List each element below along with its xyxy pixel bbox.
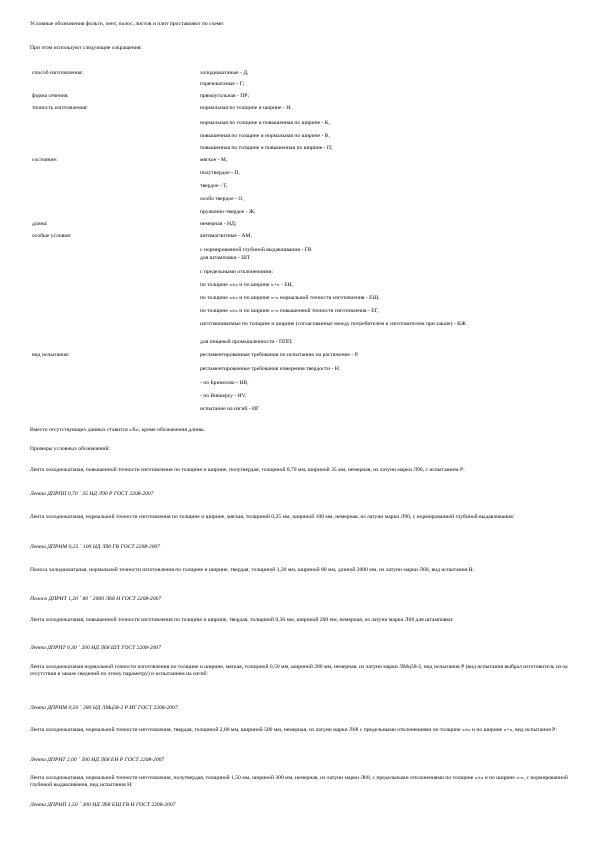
example-description: Лента холоднокатаная, нормальной точности изготовления, твердая, толщиной 2,00 мм, шириной 500 мм, немерная, из латуни марки Л68 с предельными отклонениями по толщине «±» и по ширине «+», вид испытания Р:	[30, 727, 558, 733]
examples-title: Примеры условных обозначений:	[30, 446, 110, 452]
intro-text: Условные обозначения фольги, лент, полос, листов и плит проставляют по схеме:	[30, 21, 225, 27]
missing-data-note: Вместо отсутствующих данных ставится «Х», кроме обозначения длины.	[30, 427, 206, 433]
example-description: Лента холоднокатаная, нормальной точности изготовления, полутвердая, толщиной 1,50 мм, шириной 300 мм, немерная, из латуни марки Л68, с предельными отклонениями по толщине «±» и по ширине «-», с нормированной глубиной выдавливания, вид испытания Н:	[30, 775, 568, 788]
example-code: Лента ДПРПП 0,70 ´ 35 НД Л90 Р ГОСТ 2208-2007	[30, 491, 154, 497]
example-description: Лента холоднокатаная, нормальной точности изготовления по толщине и ширине, мягкая, толщиной 0,25 мм, шириной 100 мм, немерная, из латуни марки Л90, с нормированной глубиной выдавливания:	[30, 514, 515, 520]
example-code: Лента ДПРНМ 0,25 ´ 100 НД Л90 ГВ ГОСТ 2208-2007	[30, 544, 161, 550]
example-code: Лента ДПРПТ 0,30 ´ 200 НД Л68 ШТ ГОСТ 2208-2007	[30, 645, 161, 651]
example-code: Лента ДПРНТ 2,00 ´ 500 НД Л68 ЕН Р ГОСТ 2208-2007	[30, 757, 165, 763]
example-code: Лента ДПРНП 1,50 ´ 300 НД Л68 ЕШ ГВ Н ГОСТ 2208-2007	[30, 802, 176, 808]
example-description: Лента холоднокатаная, повышенной точности изготовления по толщине и ширине, полутвердая, толщиной 0,70 мм, шириной 35 мм, немерная, из латуни марки Л90, с испытанием Р:	[30, 467, 465, 473]
abbreviations-intro: При этом используют следующие сокращения:	[30, 45, 142, 51]
example-description: Лента холоднокатаная нормальной точности изготовления по толщине и ширине, мягкая, толщиной 0,50 мм, шириной 280 мм, немерная, из латуни марки ЛМц58-2, вид испытания Р (вид испытания выбрал изготовитель из-за отсутствия в заказе сведений по этому параметру) и испытанием на изгиб:	[30, 664, 568, 677]
example-code: Полоса ДПРНТ 1,20 ´ 80 ´ 2000 Л68 Н ГОСТ 2208-2007	[30, 596, 162, 602]
example-description: Полоса холоднокатаная, нормальной точности изготовления по толщине и ширине, твердая, толщиной 1,20 мм, шириной 80 мм, длиной 2000 мм, из латуни марки Л68, вид испытания Н:	[30, 567, 475, 573]
example-code: Лента ДПРНМ 0,50 ´ 280 НД ЛМц58-2 Р ИГ ГОСТ 2208-2007	[30, 705, 178, 711]
example-description: Лента холоднокатаная, повышенной точности изготовления по толщине и ширине, твердая, толщиной 0,30 мм, шириной 200 мм, немерная, из латуни марки Л68 для штамповки:	[30, 617, 454, 623]
